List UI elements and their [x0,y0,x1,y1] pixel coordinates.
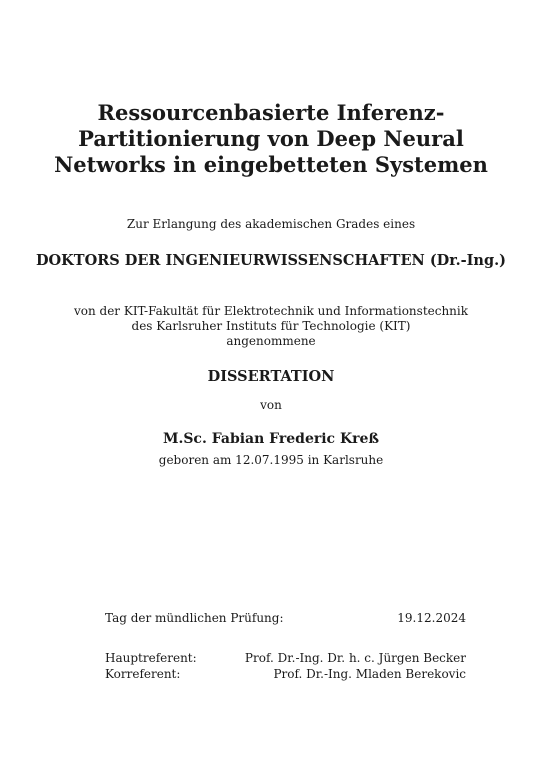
faculty-line: des Karlsruher Instituts für Technologie (KIT) [131,319,411,333]
exam-date-label: Tag der mündlichen Prüfung: [105,611,284,625]
faculty-statement [0,304,542,349]
author-name: M.Sc. Fabian Frederic Kreß [162,431,380,447]
referee-role: Korreferent: [105,667,181,681]
exam-date-value: 19.12.2024 [397,611,466,625]
degree-intro: Zur Erlangung des akademischen Grades eines [126,217,416,231]
referee-name: Prof. Dr.-Ing. Dr. h. c. Jürgen Becker [244,651,466,665]
faculty-line: angenommene [226,334,316,348]
title-line: Partitionierung von Deep Neural [78,126,464,151]
referee-name: Prof. Dr.-Ing. Mladen Berekovic [273,667,466,681]
document-type: DISSERTATION [207,368,335,385]
faculty-line: von der KIT-Fakultät für Elektrotechnik und Informationstechnik [73,304,469,318]
degree-title: DOKTORS DER INGENIEURWISSENSCHAFTEN (Dr.-Ing.) [35,252,507,269]
title-line: Ressourcenbasierte Inferenz- [97,100,445,125]
by-label: von [260,398,282,412]
birth-info: geboren am 12.07.1995 in Karlsruhe [158,453,384,467]
title-line: Networks in eingebetteten Systemen [54,152,488,177]
thesis-title [0,100,542,178]
referee-role: Hauptreferent: [105,651,197,665]
